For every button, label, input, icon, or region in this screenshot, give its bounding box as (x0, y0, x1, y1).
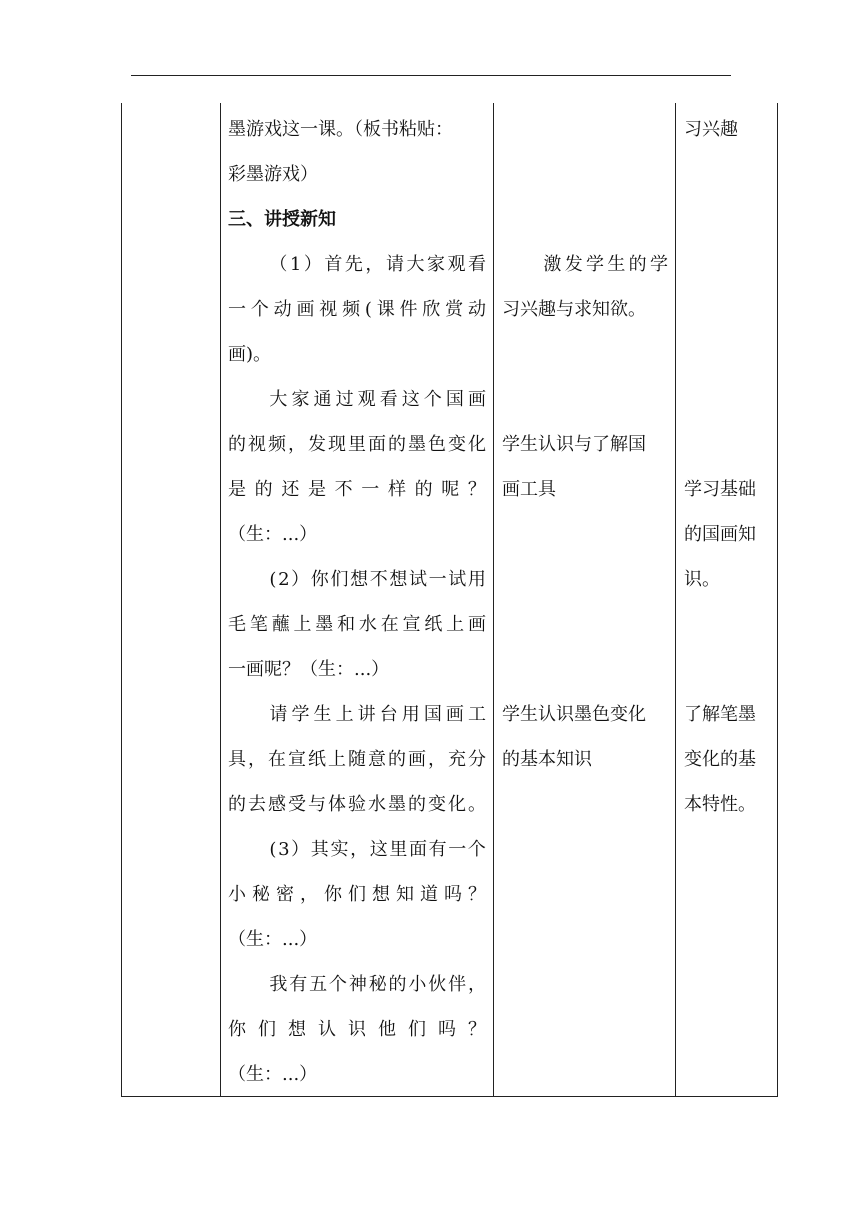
table-border-right (777, 103, 778, 1097)
teaching-process-column (228, 107, 486, 1097)
text-line: 变化的基 (684, 749, 756, 770)
text-line: 的 视 频 ， 发 现 里 面 的 墨 色 变 化 (228, 434, 486, 455)
text-line: ( 3 ） 其 实 ， 这 里 面 有 一 个 (269, 839, 486, 860)
text-line: 识。 (684, 569, 720, 590)
text-line: 学习基础 (684, 479, 756, 500)
text-line: 一画呢？（生：...） (228, 659, 390, 680)
text-line: （生：...） (228, 929, 318, 950)
text-line: 大 家 通 过 观 看 这 个 国 画 (269, 389, 486, 410)
column-divider-2 (493, 103, 494, 1097)
text-line: 请 学 生 上 讲 台 用 国 画 工 (269, 704, 486, 725)
text-line: 三、讲授新知 (228, 209, 336, 230)
text-line: 激 发 学 生 的 学 (543, 254, 668, 275)
text-line: 画工具 (502, 479, 556, 500)
text-line: 你 们 想 认 识 他 们 吗 ？ (228, 1019, 486, 1040)
text-line: 习兴趣与求知欲。 (502, 299, 646, 320)
text-line: 的 去 感 受 与 体 验 水 墨 的 变 化 。 (228, 794, 486, 815)
text-line: 画)。 (228, 344, 272, 365)
text-line: 了解笔墨 (684, 704, 756, 725)
text-line: 是 的 还 是 不 一 样 的 呢 ？ (228, 479, 486, 500)
text-line: ( 2 ） 你 们 想 不 想 试 一 试 用 (269, 569, 486, 590)
text-line: 具 ， 在 宣 纸 上 随 意 的 画 ， 充 分 (228, 749, 486, 770)
column-divider-3 (675, 103, 676, 1097)
text-line: 的基本知识 (502, 749, 592, 770)
text-line: （生：...） (228, 524, 318, 545)
column-divider-1 (220, 103, 221, 1097)
text-line: 的国画知 (684, 524, 756, 545)
text-line: 墨游戏这一课。（板书粘贴： (228, 119, 453, 140)
text-line: 我 有 五 个 神 秘 的 小 伙 伴 ， (269, 974, 486, 995)
header-rule (131, 75, 731, 76)
text-line: 小 秘 密 ， 你 们 想 知 道 吗 ？ (228, 884, 486, 905)
text-line: 本特性。 (684, 794, 756, 815)
text-line: 习兴趣 (684, 119, 738, 140)
text-line: （ 1 ） 首 先 ， 请 大 家 观 看 (269, 254, 486, 275)
text-line: 学生认识墨色变化 (502, 704, 646, 725)
text-line: 毛 笔 蘸 上 墨 和 水 在 宣 纸 上 画 (228, 614, 486, 635)
lesson-table (121, 103, 778, 1097)
text-line: （生：...） (228, 1064, 318, 1085)
text-line: 一 个 动 画 视 频 ( 课 件 欣 赏 动 (228, 299, 486, 320)
table-border-left (121, 103, 122, 1097)
text-line: 彩墨游戏） (228, 164, 318, 185)
text-line: 学生认识与了解国 (502, 434, 646, 455)
